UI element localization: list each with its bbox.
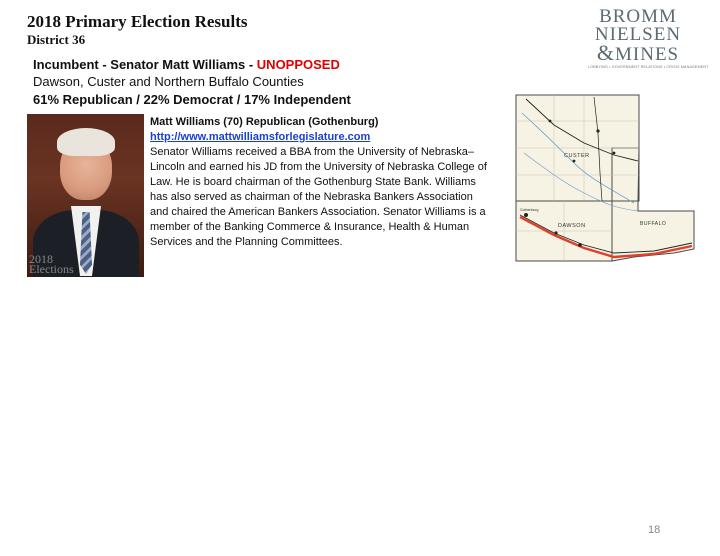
counties-line: Dawson, Custer and Northern Buffalo Counties	[33, 74, 304, 89]
map-label-gothenburg: Gothenburg	[520, 208, 539, 212]
map-label-custer: CUSTER	[564, 153, 590, 159]
page-number: 18	[648, 524, 661, 536]
logo-tagline: LOBBYING • GOVERNMENT RELATIONS • CRISIS MANAGEMENT	[588, 65, 709, 69]
incumbent-line	[33, 57, 340, 73]
logo-line-nielsen: NIELSEN	[594, 24, 682, 45]
candidate-bio-block	[150, 115, 490, 250]
candidate-bio: Senator Williams received a BBA from the University of Nebraska–Lincoln and earned his JD from the University of Nebraska College of Law. He is board chairman of the Gothenburg State Bank. Williams has also served as chairman of the Nebraska Bankers Association and chaired the American Bankers Association. Senator Williams is a member of the Banking Commerce & Insurance, Health & Human Services and the Planning Committees.	[150, 146, 487, 248]
party-split-line: 61% Republican / 22% Democrat / 17% Independent	[33, 92, 351, 107]
logo-line-bromm: BROMM	[599, 6, 677, 27]
incumbent-label: Incumbent - Senator Matt Williams -	[33, 57, 257, 72]
logo-line-mines: &MINES	[596, 40, 680, 65]
page-title: 2018 Primary Election Results	[27, 12, 248, 31]
candidate-website-link[interactable]: http://www.mattwilliamsforlegislature.com	[150, 131, 371, 143]
map-label-buffalo: BUFFALO	[640, 221, 667, 227]
map-label-dawson: DAWSON	[558, 223, 586, 229]
district-map	[514, 93, 696, 269]
candidate-name: Matt Williams (70) Republican (Gothenburg)	[150, 116, 379, 128]
district-subtitle: District 36	[27, 32, 86, 47]
unopposed-label: UNOPPOSED	[256, 57, 340, 72]
photo-watermark: 2018 Elections	[29, 252, 74, 276]
firm-logo	[588, 6, 709, 70]
candidate-photo	[27, 114, 144, 277]
